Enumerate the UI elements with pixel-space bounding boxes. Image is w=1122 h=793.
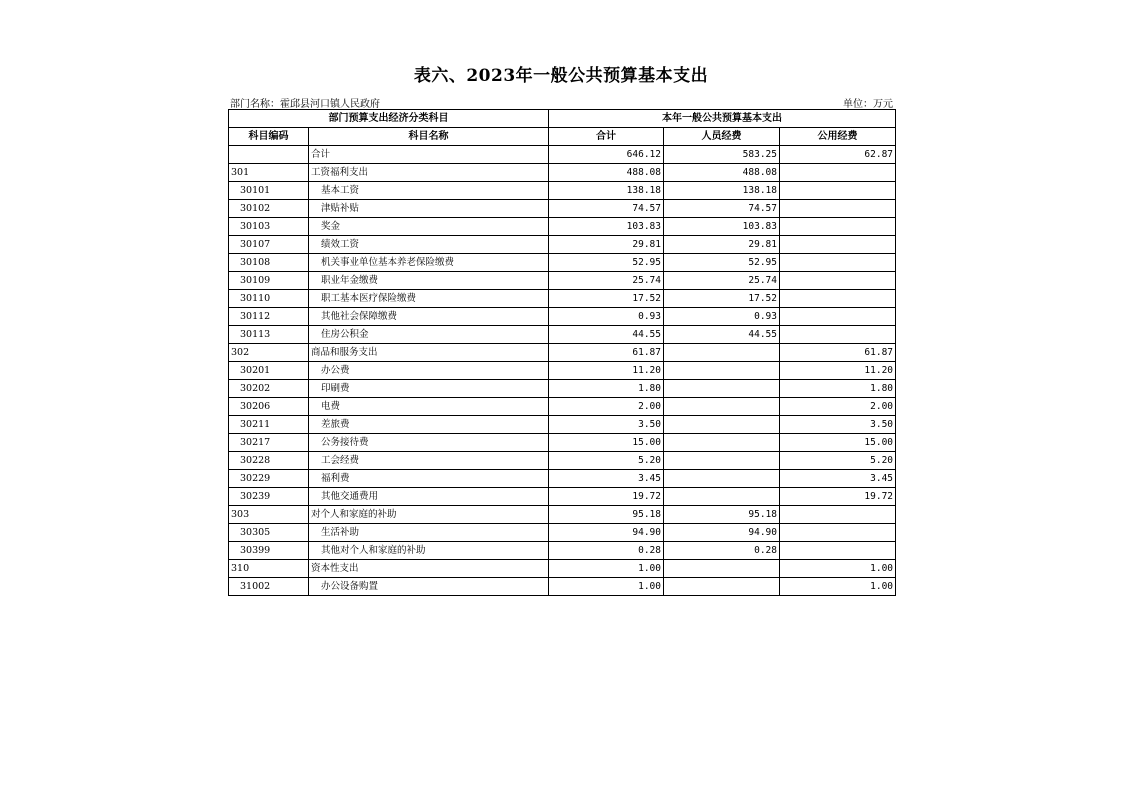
row-public: 11.20 <box>780 362 896 380</box>
row-public <box>780 308 896 326</box>
row-name: 电费 <box>309 398 549 416</box>
table-row <box>229 218 896 236</box>
row-name: 差旅费 <box>309 416 549 434</box>
row-name: 对个人和家庭的补助 <box>309 506 549 524</box>
row-total: 94.90 <box>549 524 664 542</box>
header-public: 公用经费 <box>780 128 896 146</box>
row-name: 办公费 <box>309 362 549 380</box>
table-row <box>229 506 896 524</box>
row-name: 合计 <box>309 146 549 164</box>
row-name: 公务接待费 <box>309 434 549 452</box>
row-public <box>780 218 896 236</box>
row-name: 福利费 <box>309 470 549 488</box>
row-code: 303 <box>229 506 309 524</box>
row-total: 29.81 <box>549 236 664 254</box>
row-name: 办公设备购置 <box>309 578 549 596</box>
row-code: 30110 <box>229 290 309 308</box>
row-code: 30206 <box>229 398 309 416</box>
header-name: 科目名称 <box>309 128 549 146</box>
row-name: 基本工资 <box>309 182 549 200</box>
row-personnel <box>664 434 780 452</box>
row-public: 62.87 <box>780 146 896 164</box>
row-name: 其他社会保障缴费 <box>309 308 549 326</box>
row-total: 74.57 <box>549 200 664 218</box>
row-code: 301 <box>229 164 309 182</box>
row-code: 30305 <box>229 524 309 542</box>
row-name: 工会经费 <box>309 452 549 470</box>
row-code: 30201 <box>229 362 309 380</box>
row-total: 103.83 <box>549 218 664 236</box>
table-row <box>229 200 896 218</box>
header-group-left: 部门预算支出经济分类科目 <box>229 110 549 128</box>
row-public: 3.45 <box>780 470 896 488</box>
table-row <box>229 272 896 290</box>
row-name: 职业年金缴费 <box>309 272 549 290</box>
row-name: 商品和服务支出 <box>309 344 549 362</box>
row-name: 其他对个人和家庭的补助 <box>309 542 549 560</box>
row-code: 310 <box>229 560 309 578</box>
row-personnel: 138.18 <box>664 182 780 200</box>
row-total: 95.18 <box>549 506 664 524</box>
row-personnel: 44.55 <box>664 326 780 344</box>
row-personnel <box>664 416 780 434</box>
header-code: 科目编码 <box>229 128 309 146</box>
row-public <box>780 236 896 254</box>
table-row <box>229 488 896 506</box>
table-row <box>229 362 896 380</box>
table-row <box>229 578 896 596</box>
header-total: 合计 <box>549 128 664 146</box>
row-code: 30228 <box>229 452 309 470</box>
row-total: 1.00 <box>549 578 664 596</box>
row-public <box>780 254 896 272</box>
table-row <box>229 326 896 344</box>
row-code: 30229 <box>229 470 309 488</box>
row-personnel: 0.28 <box>664 542 780 560</box>
row-personnel <box>664 488 780 506</box>
row-public <box>780 326 896 344</box>
row-name: 住房公积金 <box>309 326 549 344</box>
row-total: 11.20 <box>549 362 664 380</box>
row-public <box>780 200 896 218</box>
budget-table <box>228 109 896 596</box>
row-code: 30113 <box>229 326 309 344</box>
row-name: 工资福利支出 <box>309 164 549 182</box>
row-total: 0.93 <box>549 308 664 326</box>
row-name: 生活补助 <box>309 524 549 542</box>
row-personnel <box>664 452 780 470</box>
row-public <box>780 182 896 200</box>
row-total: 61.87 <box>549 344 664 362</box>
row-personnel: 25.74 <box>664 272 780 290</box>
row-name: 奖金 <box>309 218 549 236</box>
row-code: 31002 <box>229 578 309 596</box>
row-total: 1.00 <box>549 560 664 578</box>
table-body <box>229 146 896 596</box>
row-name: 职工基本医疗保险缴费 <box>309 290 549 308</box>
row-code: 30211 <box>229 416 309 434</box>
row-total: 3.50 <box>549 416 664 434</box>
table-row <box>229 416 896 434</box>
row-code: 30112 <box>229 308 309 326</box>
row-total: 0.28 <box>549 542 664 560</box>
row-total: 44.55 <box>549 326 664 344</box>
header-personnel: 人员经费 <box>664 128 780 146</box>
row-public: 1.00 <box>780 560 896 578</box>
row-public: 5.20 <box>780 452 896 470</box>
row-code: 30103 <box>229 218 309 236</box>
row-personnel <box>664 560 780 578</box>
row-public: 61.87 <box>780 344 896 362</box>
table-row <box>229 182 896 200</box>
table-row <box>229 524 896 542</box>
row-total: 646.12 <box>549 146 664 164</box>
row-total: 17.52 <box>549 290 664 308</box>
row-public: 3.50 <box>780 416 896 434</box>
row-code: 30101 <box>229 182 309 200</box>
row-personnel <box>664 362 780 380</box>
row-code: 30239 <box>229 488 309 506</box>
row-code: 30108 <box>229 254 309 272</box>
row-public <box>780 506 896 524</box>
row-code: 30217 <box>229 434 309 452</box>
row-personnel <box>664 398 780 416</box>
row-total: 2.00 <box>549 398 664 416</box>
row-personnel <box>664 344 780 362</box>
row-total: 19.72 <box>549 488 664 506</box>
row-code: 30399 <box>229 542 309 560</box>
row-public <box>780 542 896 560</box>
row-personnel: 488.08 <box>664 164 780 182</box>
row-public <box>780 290 896 308</box>
row-public <box>780 524 896 542</box>
row-code: 30109 <box>229 272 309 290</box>
row-total: 3.45 <box>549 470 664 488</box>
header-group-row <box>229 110 896 128</box>
row-public: 19.72 <box>780 488 896 506</box>
table-row <box>229 434 896 452</box>
row-code <box>229 146 309 164</box>
row-public: 15.00 <box>780 434 896 452</box>
row-personnel: 0.93 <box>664 308 780 326</box>
row-personnel: 17.52 <box>664 290 780 308</box>
row-personnel: 583.25 <box>664 146 780 164</box>
table-row <box>229 452 896 470</box>
row-name: 其他交通费用 <box>309 488 549 506</box>
row-total: 5.20 <box>549 452 664 470</box>
row-name: 印刷费 <box>309 380 549 398</box>
row-personnel <box>664 470 780 488</box>
row-public <box>780 164 896 182</box>
row-total: 25.74 <box>549 272 664 290</box>
table-row <box>229 308 896 326</box>
table-row <box>229 398 896 416</box>
table-row <box>229 290 896 308</box>
table-row <box>229 146 896 164</box>
row-code: 30107 <box>229 236 309 254</box>
row-code: 30102 <box>229 200 309 218</box>
row-personnel: 52.95 <box>664 254 780 272</box>
row-code: 302 <box>229 344 309 362</box>
row-personnel: 103.83 <box>664 218 780 236</box>
table-row <box>229 344 896 362</box>
department-label: 部门名称：霍邱县河口镇人民政府 <box>230 99 380 110</box>
table-row <box>229 470 896 488</box>
table-row <box>229 164 896 182</box>
row-total: 52.95 <box>549 254 664 272</box>
row-name: 绩效工资 <box>309 236 549 254</box>
row-personnel <box>664 380 780 398</box>
row-public: 1.80 <box>780 380 896 398</box>
row-total: 488.08 <box>549 164 664 182</box>
row-personnel: 29.81 <box>664 236 780 254</box>
unit-label: 单位：万元 <box>843 99 893 110</box>
table-row <box>229 560 896 578</box>
table-row <box>229 236 896 254</box>
row-personnel: 74.57 <box>664 200 780 218</box>
header-group-right: 本年一般公共预算基本支出 <box>549 110 896 128</box>
table-row <box>229 254 896 272</box>
row-public <box>780 272 896 290</box>
row-name: 津贴补贴 <box>309 200 549 218</box>
page-title: 表六、2023年一般公共预算基本支出 <box>413 66 709 86</box>
row-total: 1.80 <box>549 380 664 398</box>
row-total: 15.00 <box>549 434 664 452</box>
row-code: 30202 <box>229 380 309 398</box>
row-total: 138.18 <box>549 182 664 200</box>
row-public: 1.00 <box>780 578 896 596</box>
table-row <box>229 542 896 560</box>
row-public: 2.00 <box>780 398 896 416</box>
row-personnel: 94.90 <box>664 524 780 542</box>
row-personnel: 95.18 <box>664 506 780 524</box>
header-column-row <box>229 128 896 146</box>
table-row <box>229 380 896 398</box>
row-name: 资本性支出 <box>309 560 549 578</box>
row-name: 机关事业单位基本养老保险缴费 <box>309 254 549 272</box>
row-personnel <box>664 578 780 596</box>
